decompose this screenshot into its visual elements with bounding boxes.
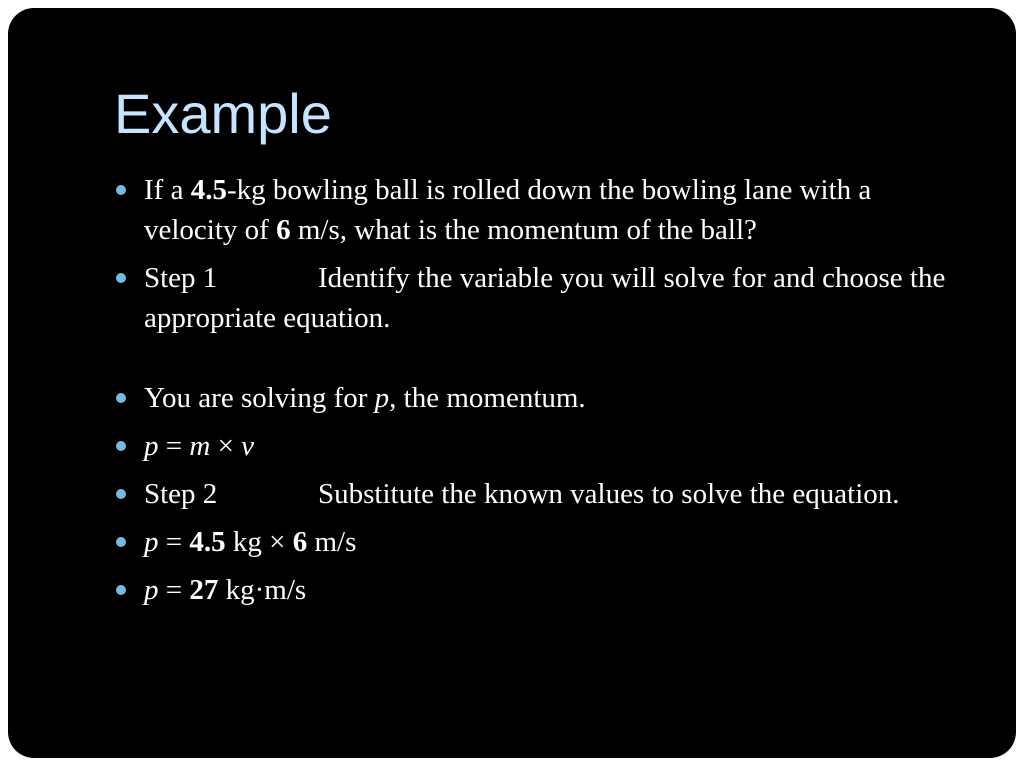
result-value: 27: [189, 574, 219, 606]
slide-title: Example: [114, 82, 332, 145]
solving-text-1: You are solving for: [144, 382, 375, 414]
bullet-problem: [114, 170, 964, 250]
bullet-dot-icon: [116, 585, 126, 595]
bullet-equation: [114, 426, 964, 466]
bullet-dot-icon: [116, 441, 126, 451]
velocity-value: 6: [276, 214, 291, 246]
problem-text-3: m/s, what is the momentum of the ball?: [290, 214, 757, 246]
result-p: p: [144, 574, 159, 606]
solving-text-2: , the momentum.: [389, 382, 586, 414]
bullet-step-1: [114, 258, 964, 338]
equation-times: ×: [210, 430, 242, 462]
substitution-unit-2: m/s: [307, 526, 357, 558]
substitution-unit-1: kg ×: [225, 526, 293, 558]
bullet-list: [114, 170, 964, 618]
step-1-text: Identify the variable you will solve for and choose the appropriate equation.: [144, 262, 946, 334]
bullet-dot-icon: [116, 185, 126, 195]
bullet-dot-icon: [116, 489, 126, 499]
bullet-substitution: [114, 522, 964, 562]
bullet-result: [114, 570, 964, 610]
equation-equals: =: [158, 430, 190, 462]
equation-m: m: [189, 430, 211, 462]
problem-text-1: If a: [144, 174, 191, 206]
variable-p: p: [374, 382, 390, 414]
bullet-step-2: [114, 474, 964, 514]
step-1-label: Step 1: [144, 262, 218, 294]
bullet-dot-icon: [116, 273, 126, 283]
substitution-mass: 4.5: [189, 526, 226, 558]
step-2-label: Step 2: [144, 478, 218, 510]
bullet-dot-icon: [116, 537, 126, 547]
equation-v: v: [241, 430, 255, 462]
substitution-p: p: [144, 526, 159, 558]
substitution-velocity: 6: [292, 526, 308, 558]
problem-text-2: -kg bowling ball is rolled down the bowling lane with a velocity of: [144, 174, 872, 246]
slide: [8, 8, 1016, 758]
result-equals: =: [158, 574, 190, 606]
equation-p: p: [144, 430, 159, 462]
substitution-equals: =: [158, 526, 190, 558]
result-unit: kg·m/s: [218, 574, 307, 606]
bullet-dot-icon: [116, 393, 126, 403]
step-2-text: Substitute the known values to solve the equation.: [318, 478, 900, 510]
bullet-solving-for: [114, 378, 964, 418]
mass-value: 4.5: [190, 174, 227, 206]
